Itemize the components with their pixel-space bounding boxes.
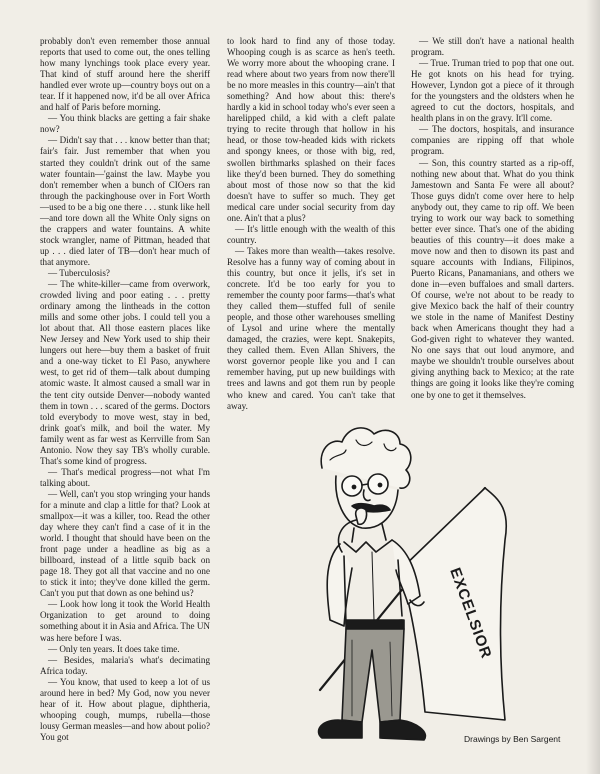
text-column-3 bbox=[411, 36, 574, 401]
paragraph: to look hard to find any of those today. Whooping cough is as scarce as hen's teeth. We worry more about the whooping crane. I read where about two years from now there'll be no more measles in this country—ain't that something? And how about this: there's hardly a kid in school today who's ever seen a harelipped child, a kid with a cleft palate trying to recite through that hollow in his head, or those tow-headed kids with rickets and spongy knees, or those with big, red, swollen birthmarks splashed on their faces like they'd been burned. They do something about most of those now so that the kid doesn't have to suffer so much. They get medical care under social security from day one. Ain't that a plus? bbox=[227, 36, 395, 223]
paragraph: — Takes more than wealth—takes resolve. Resolve has a funny way of coming about in this country, but once it jells, it's set in concrete. It'd be too early for you to remember the county poor farms—that's what they called them—stuffed full of senile people, and those other warehouses smelling of Lysol and urine where the mentally damaged, the crazies, were kept. Snakepits, they called them. Even Allan Shivers, the worst governor people like you and I can remember having, put up new buildings with trees and lawns and got them run by people who knew and cared. You can't take that away. bbox=[227, 245, 395, 411]
banner-text: EXCELSIOR bbox=[446, 565, 495, 662]
paragraph: — Tuberculosis? bbox=[48, 267, 110, 278]
paragraph: — The white-killer—came from overwork, crowded living and poor eating . . . pretty ordinary among the lintheads in the cotton mills and some other jobs. I could tell you a lot about that. All those eastern places like New Jersey and New York used to ship their lungers out here—buy them a basket of fruit and a one-way ticket to El Paso, anywhere west, to get rid of them—talk about dumping atomic waste. It almost caused a small war in the tent city outside Denver—nobody wanted them in town . . . scared of the germs. Doctors told everybody to move west, stay in bed, drink goat's milk, and boil the water. My family went as far west as Kerrville from San Antonio. Now they say TB's wholly curable. That's some kind of progress. bbox=[40, 279, 210, 466]
belt bbox=[346, 620, 404, 629]
paragraph: — Besides, malaria's what's decimating Africa today. bbox=[40, 654, 210, 676]
paragraph: — Only ten years. It does take time. bbox=[48, 643, 180, 654]
text-column-2 bbox=[227, 36, 395, 412]
paragraph: — Son, this country started as a rip-off, nothing new about that. What do you think Jamestown and Santa Fe were all about? Those guys didn't come over here to help anybody out, they came to rip off. We been trying to work our way back to something better ever since. That's one of the abiding beauties of this country—it does make a move now and then to disown its past and square accounts with Indians, Filipinos, Puerto Ricans, Panamanians, and others we done in—even buffaloes and small darters. Of course, we're not about to be ready to give Mexico back the half of their country we stole in the name of Manifest Destiny back when Americans thought they had a God-given right to whatever they wanted. No one says that out loud anymore, and maybe we shouldn't trouble ourselves about giving anything back to Mexico; at the rate things are going it looks like they're coming one by one to get it themselves. bbox=[411, 157, 574, 400]
hand bbox=[356, 508, 367, 524]
paragraph: — Didn't say that . . . know better than that; fair's fair. Just remember that when you started they couldn't drink out of the same water fountain—'gainst the law. Maybe you don't remember when a bunch of CIOers ran through the packinghouse over in Fort Worth—used to be a big one there . . . stunk like hell—and tore down all the White Only signs on the crappers and water fountains. A white stock wrangler, name of Pittman, headed that up . . . died later of TB—don't hear much of that anymore. bbox=[40, 135, 210, 267]
paragraph: probably don't even remember those annual reports that used to come out, the ones telling how many lynchings took place every year. That kind of stuff around here the sheriff handled ever wrote up—country boys out on a tear. If it happened now, it'd be all over Africa and half of Paris before morning. bbox=[40, 36, 210, 113]
paragraph: — It's little enough with the wealth of this country. bbox=[227, 223, 395, 245]
paragraph: — That's medical progress—not what I'm talking about. bbox=[40, 466, 210, 488]
excelsior-banner bbox=[400, 488, 506, 720]
paragraph: — The doctors, hospitals, and insurance companies are ripping off that whole program. bbox=[411, 124, 574, 157]
left-shoe bbox=[319, 720, 362, 738]
illustration-credit: Drawings by Ben Sargent bbox=[464, 734, 561, 744]
paragraph: — Well, can't you stop wringing your hands for a minute and clap a little for that? Look at smallpox—it was a killer, too. Read the other day where they can't find a case of it in the world. I thought that should have been on the front page under a headline as big as a billboard, instead of a little squib back on page 18. They got all that vaccine and no one to stick it into; they've done killed the germ. Can't you put that down as one behind us? bbox=[40, 488, 210, 599]
page-edge-shadow bbox=[586, 0, 600, 774]
paragraph: — You know, that used to keep a lot of us around here in bed? My God, now you never hear of it. How about plague, diphtheria, whooping cough, mumps, rubella—those lousy German measles—and how about polio? You got bbox=[40, 676, 210, 742]
paragraph: — True. Truman tried to pop that one out. He got knots on his head for trying. However, Lyndon got a piece of it through for the youngsters and the oldsters when he agreed to cut the doctors, hospitals, and health plans in on the gravy. It'll come. bbox=[411, 58, 574, 124]
right-shoe bbox=[380, 720, 425, 740]
trousers bbox=[342, 629, 404, 722]
hair bbox=[321, 428, 411, 488]
paragraph: — You think blacks are getting a fair shake now? bbox=[40, 113, 210, 135]
text-column-1 bbox=[40, 36, 210, 743]
cartoon-illustration bbox=[300, 420, 535, 765]
paragraph: — Look how long it took the World Health Organization to get around to doing something about it in Asia and Africa. The UN was here before I was. bbox=[40, 599, 210, 643]
paragraph: — We still don't have a national health program. bbox=[411, 36, 574, 58]
